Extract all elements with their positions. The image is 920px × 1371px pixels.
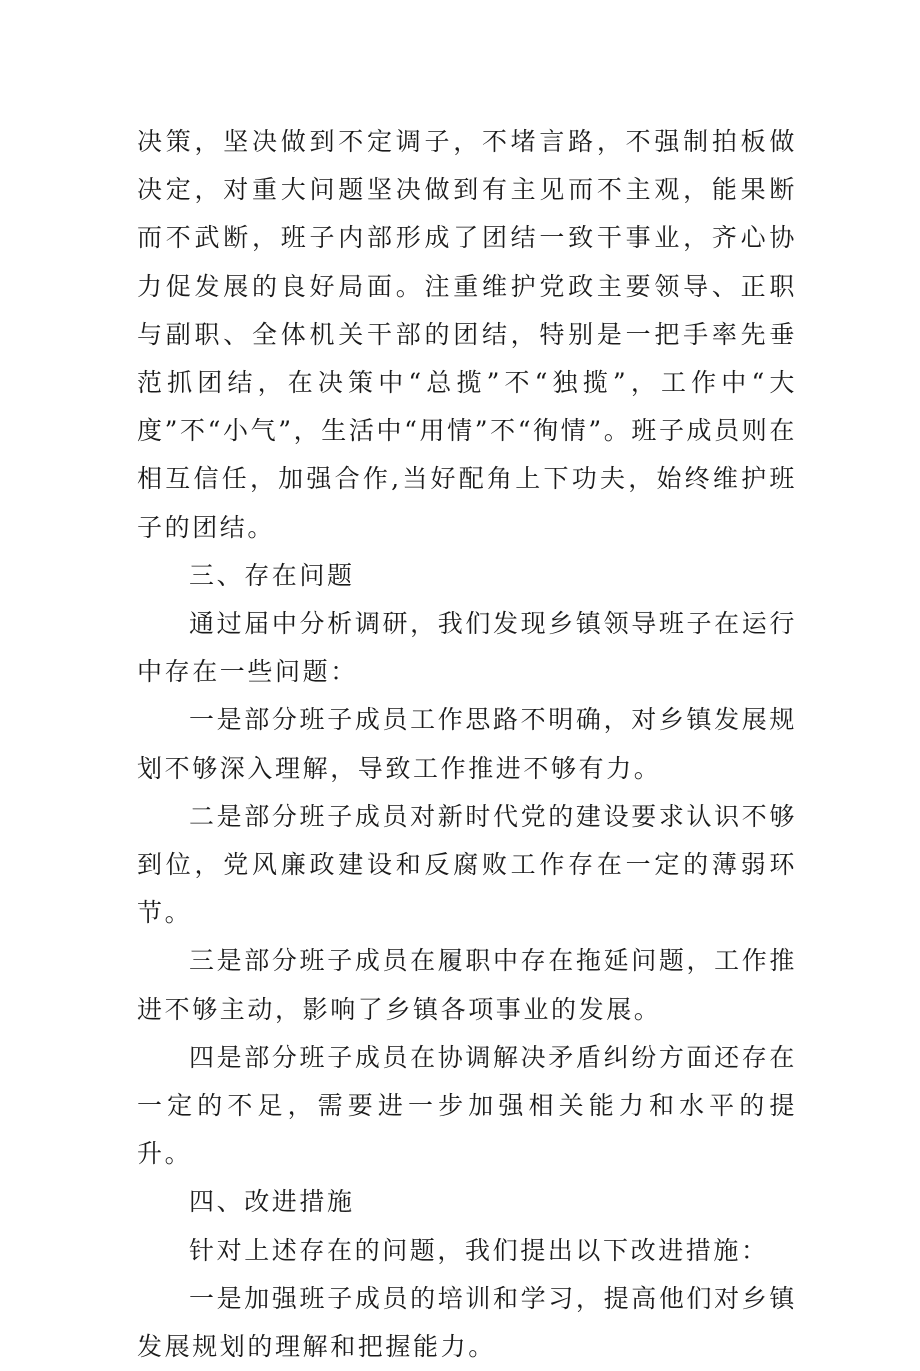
section-heading-problems: 三、存在问题 bbox=[189, 560, 355, 590]
paragraph-problem-3: 三是部分班子成员在履职中存在拖延问题，工作推进不够主动，影响了乡镇各项事业的发展。 bbox=[137, 946, 797, 1024]
paragraph-measure-1: 一是加强班子成员的培训和学习，提高他们对乡镇发展规划的理解和把握能力。 bbox=[137, 1283, 797, 1362]
paragraph-problems-intro: 通过届中分析调研，我们发现乡镇领导班子在运行中存在一些问题： bbox=[137, 609, 797, 687]
paragraph-measures-intro: 针对上述存在的问题，我们提出以下改进措施： bbox=[189, 1235, 769, 1265]
document-body bbox=[137, 118, 797, 1371]
paragraph-problem-4: 四是部分班子成员在协调解决矛盾纠纷方面还存在一定的不足，需要进一步加强相关能力和水平的提升。 bbox=[137, 1042, 797, 1169]
paragraph-problem-1: 一是部分班子成员工作思路不明确，对乡镇发展规划不够深入理解，导致工作推进不够有力。 bbox=[137, 705, 797, 783]
paragraph-problem-2: 二是部分班子成员对新时代党的建设要求认识不够到位，党风廉政建设和反腐败工作存在一定的薄弱环节。 bbox=[137, 801, 797, 928]
section-heading-measures: 四、改进措施 bbox=[189, 1187, 355, 1217]
paragraph-continued-unity: 决策，坚决做到不定调子，不堵言路，不强制拍板做决定，对重大问题坚决做到有主见而不主观，能果断而不武断，班子内部形成了团结一致干事业，齐心协力促发展的良好局面。注重维护党政主要领导、正职与副职、全体机关干部的团结，特别是一把手率先垂范抓团结，在决策中“总揽”不“独揽”，工作中“大度”不“小气”，生活中“用情”不“徇情”。班子成员则在相互信任，加强合作,当好配角上下功夫，始终维护班子的团结。 bbox=[137, 127, 797, 542]
